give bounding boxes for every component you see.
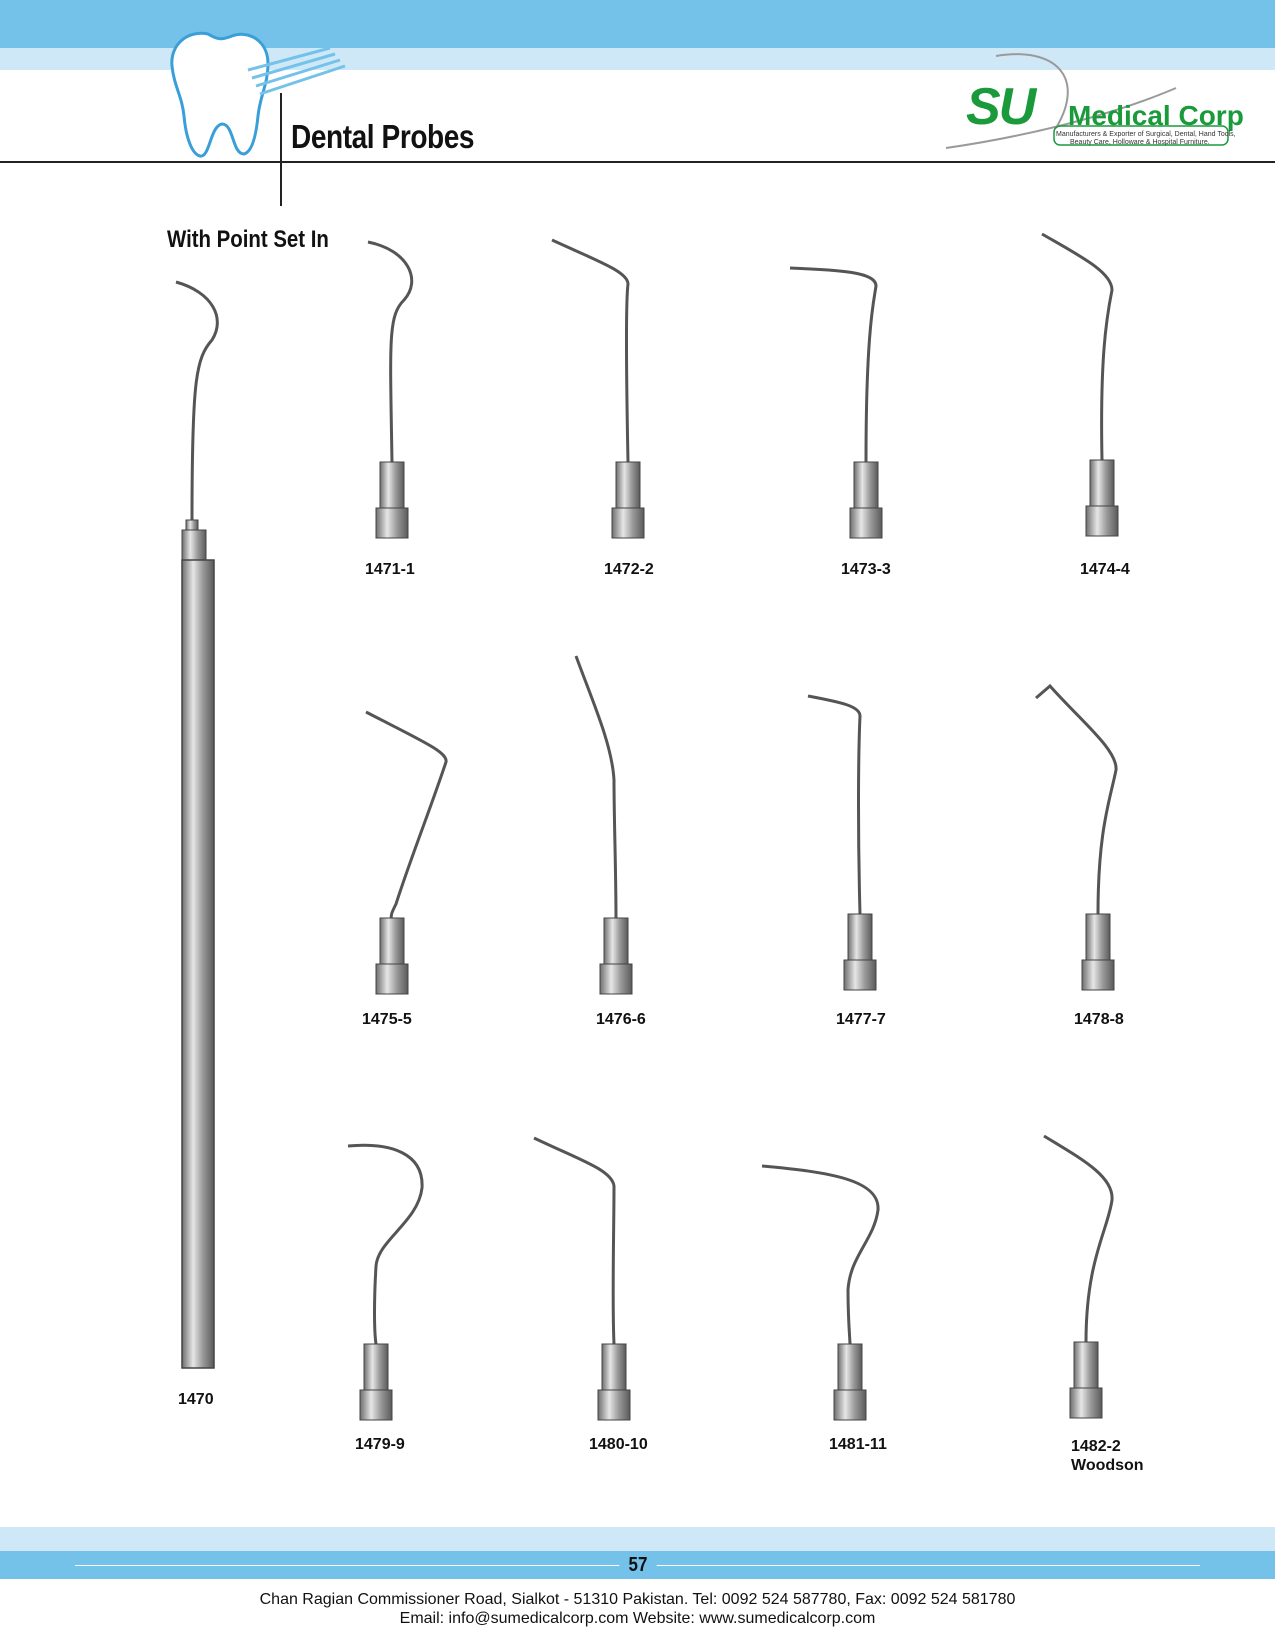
- logo-tagline-1: Manufacturers & Exporter of Surgical, Dental, Hand Tools,: [1056, 131, 1236, 138]
- section-title: With Point Set In: [167, 226, 329, 253]
- page-number: 57: [619, 1552, 656, 1578]
- probe-1480-10: [534, 1138, 630, 1420]
- page-title: Dental Probes: [291, 118, 475, 155]
- probe-1470: [176, 282, 217, 1368]
- product-label-1474-4: 1474-4: [1080, 561, 1130, 578]
- product-label-1473-3: 1473-3: [841, 561, 891, 578]
- product-label-1475-5: 1475-5: [362, 1011, 412, 1028]
- logo-name: Medical Corp: [1068, 100, 1244, 131]
- product-label-1471-1: 1471-1: [365, 561, 415, 578]
- footer-band-light: [0, 1527, 1275, 1551]
- probe-1475-5: [366, 712, 446, 994]
- probe-1479-9: [348, 1145, 422, 1420]
- product-label-1479-9: 1479-9: [355, 1436, 405, 1453]
- product-label-1477-7: 1477-7: [836, 1011, 886, 1028]
- footer-contact: Email: info@sumedicalcorp.com Website: www.sumedicalcorp.com: [399, 1610, 876, 1627]
- probe-1472-2: [552, 240, 644, 538]
- product-label-1480-10: 1480-10: [589, 1436, 648, 1453]
- product-subtitle-woodson: Woodson: [1071, 1457, 1144, 1474]
- probe-1473-3: [790, 268, 882, 538]
- product-label-1476-6: 1476-6: [596, 1011, 646, 1028]
- probe-1477-7: [808, 696, 876, 990]
- logo-tagline-2: Beauty Care, Holloware & Hospital Furniture.: [1070, 139, 1210, 146]
- probe-1474-4: [1042, 234, 1118, 536]
- product-label-1472-2: 1472-2: [604, 561, 654, 578]
- probe-1476-6: [576, 656, 632, 994]
- product-label-1478-8: 1478-8: [1074, 1011, 1124, 1028]
- footer-address: Chan Ragian Commissioner Road, Sialkot - 51310 Pakistan. Tel: 0092 524 587780, Fax: 0092 524 581780: [259, 1591, 1016, 1608]
- product-label-1482-2: 1482-2: [1071, 1438, 1121, 1455]
- logo-mark: SU: [966, 78, 1035, 136]
- probe-1481-11: [762, 1166, 878, 1420]
- probe-1482-2: [1044, 1136, 1112, 1418]
- product-label-1481-11: 1481-11: [829, 1436, 887, 1453]
- product-label-1470: 1470: [178, 1391, 214, 1408]
- probe-1478-8: [1036, 686, 1116, 990]
- probe-1471-1: [368, 242, 412, 538]
